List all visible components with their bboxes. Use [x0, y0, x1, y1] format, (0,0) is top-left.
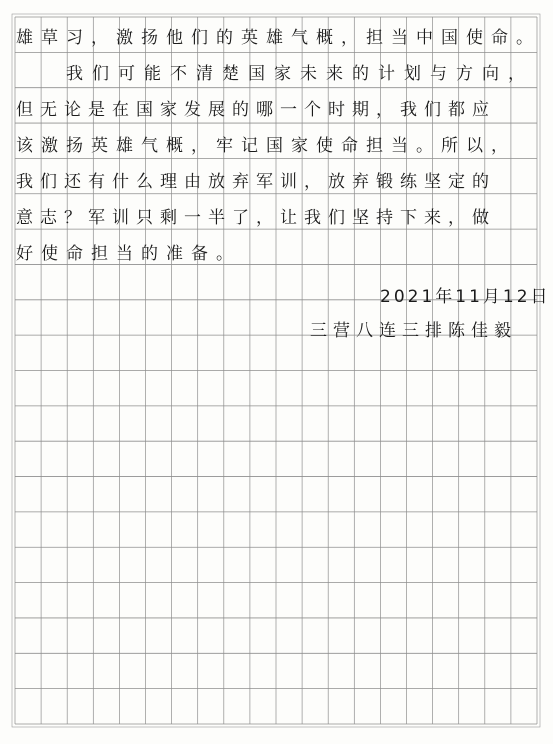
- essay-line-7: 好使命担当的准备。: [16, 244, 241, 264]
- essay-line-3: 但无论是在国家发展的哪一个时期，我们都应: [16, 100, 496, 120]
- essay-date: 2021年11月12日: [380, 287, 551, 307]
- essay-line-5: 我们还有什么理由放弃军训，放弃锻练坚定的: [16, 172, 496, 192]
- essay-line-6: 意志？军训只剩一半了，让我们坚持下来，做: [16, 208, 496, 228]
- essay-line-4: 该激扬英雄气概，牢记国家使命担当。所以，: [16, 136, 516, 156]
- essay-signature: 三营八连三排陈佳毅: [310, 321, 517, 341]
- essay-line-2: 我们可能不清楚国家未来的计划与方向，: [66, 64, 534, 84]
- essay-line-1: 雄草习，激扬他们的英雄气概，担当中国使命。: [16, 28, 541, 48]
